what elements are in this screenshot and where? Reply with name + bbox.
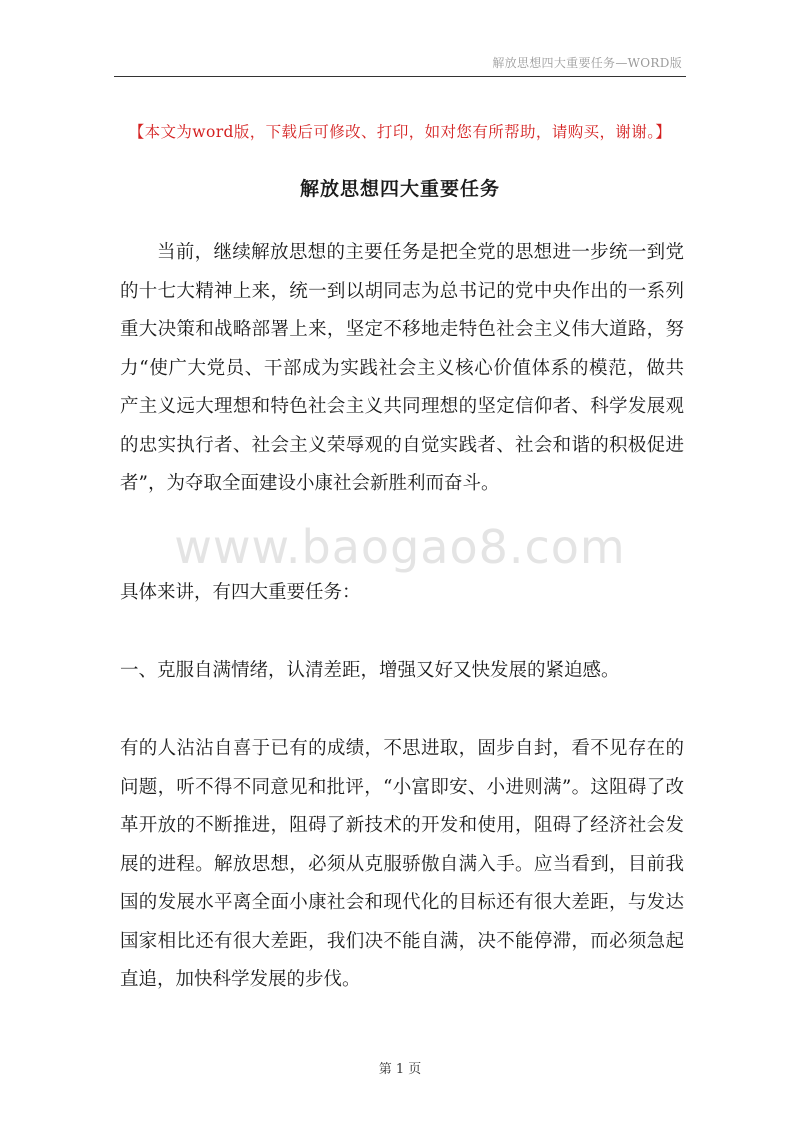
document-title: 解放思想四大重要任务: [299, 178, 500, 200]
specifics-paragraph: 具体来讲，有四大重要任务：: [120, 582, 361, 603]
watermark: www.baogao8.com: [174, 520, 626, 574]
header-divider: [114, 76, 686, 77]
page-number: 第 1 页: [378, 1062, 422, 1077]
intro-paragraph: 当前，继续解放思想的主要任务是把全党的思想进一步统一到党的十七大精神上来，统一到以胡同志为总书记的党中央作出的一系列重大决策和战略部署上来，坚定不移地走特色社会主义伟大道路，努力“使广大党员、干部成为实践社会主义核心价值体系的模范，做共产主义远大理想和特色社会主义共同理想的坚定信仰者、科学发展观的忠实执行者、社会主义荣辱观的自觉实践者、社会和谐的积极促进者”，为夺取全面建设小康社会新胜利而奋斗。: [120, 242, 684, 494]
running-header: 解放思想四大重要任务—WORD版: [492, 56, 682, 70]
point-one-heading: 一、克服自满情绪，认清差距，增强又好又快发展的紧迫感。: [120, 660, 620, 681]
point-one-body: 有的人沾沾自喜于已有的成绩，不思进取，固步自封，看不见存在的问题，听不得不同意见和批评，“小富即安、小进则满”。这阻碍了改革开放的不断推进，阻碍了新技术的开发和使用，阻碍了经济社会发展的进程。解放思想，必须从克服骄傲自满入手。应当看到，目前我国的发展水平离全面小康社会和现代化的目标还有很大差距，与发达国家相比还有很大差距，我们决不能自满，决不能停滞，而必须急起直追，加快科学发展的步伐。: [120, 738, 684, 990]
download-notice: 【本文为word版，下载后可修改、打印，如对您有所帮助，请购买，谢谢。】: [128, 123, 672, 141]
